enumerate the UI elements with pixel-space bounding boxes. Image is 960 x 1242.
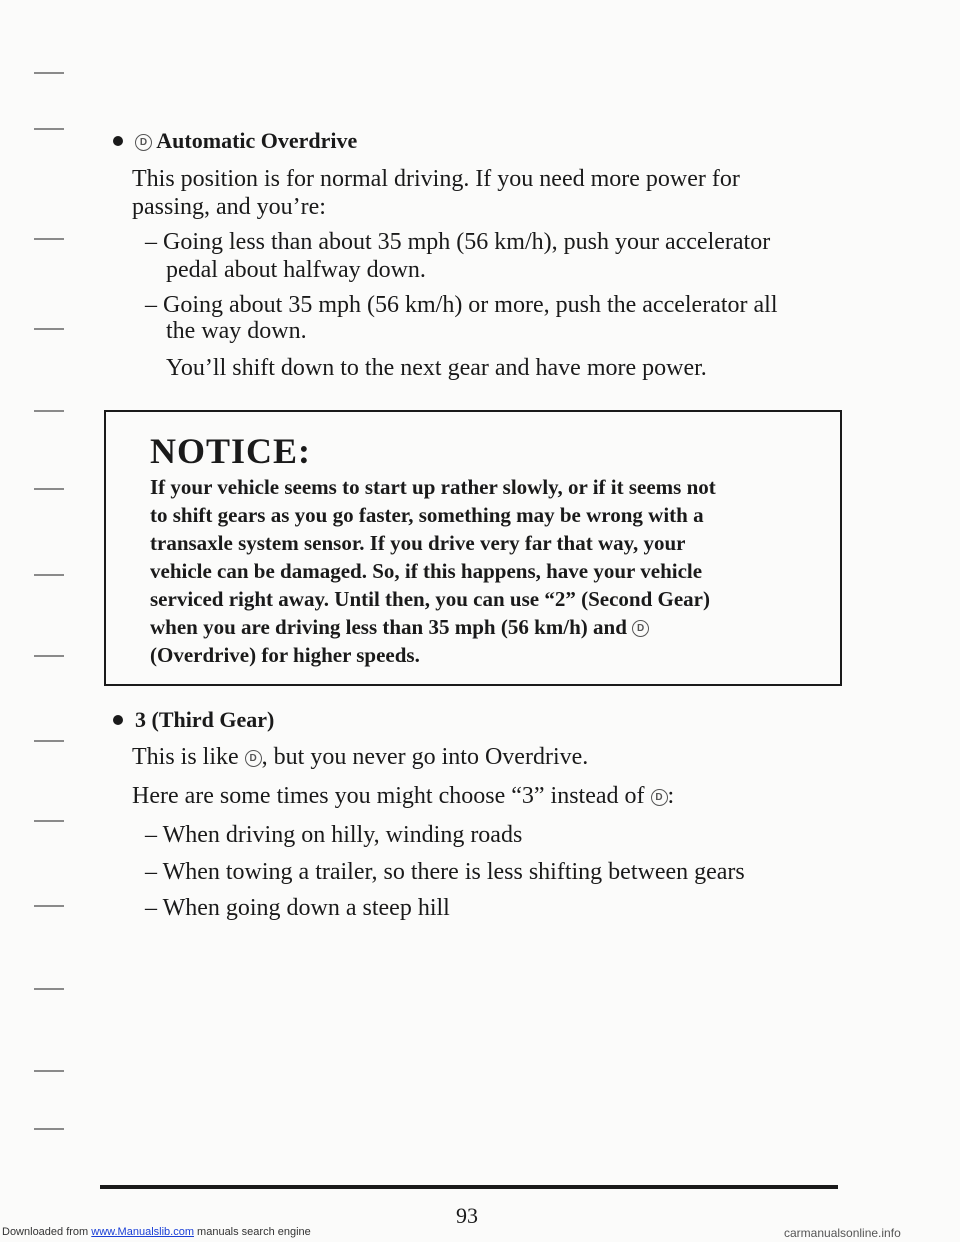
paragraph: This position is for normal driving. If you need more power for bbox=[132, 166, 740, 192]
notice-line-text: when you are driving less than 35 mph (56 km/h) and bbox=[150, 615, 627, 639]
list-item-continuation: the way down. bbox=[166, 318, 307, 344]
margin-mark bbox=[34, 820, 64, 822]
margin-mark bbox=[34, 72, 64, 74]
notice-line: (Overdrive) for higher speeds. bbox=[150, 643, 420, 667]
margin-mark bbox=[34, 905, 64, 907]
section-title: Automatic Overdrive bbox=[156, 128, 358, 153]
notice-line: vehicle can be damaged. So, if this happens, have your vehicle bbox=[150, 559, 703, 583]
paragraph: passing, and you’re: bbox=[132, 194, 326, 220]
source-prefix: Downloaded from bbox=[2, 1226, 89, 1238]
overdrive-icon: D bbox=[632, 620, 649, 637]
notice-line: to shift gears as you go faster, something may be wrong with a bbox=[150, 503, 704, 527]
margin-mark bbox=[34, 238, 64, 240]
overdrive-icon: D bbox=[245, 750, 262, 767]
margin-mark bbox=[34, 1128, 64, 1130]
notice-box bbox=[104, 410, 842, 686]
overdrive-icon: D bbox=[135, 134, 152, 151]
source-suffix: manuals search engine bbox=[197, 1226, 311, 1238]
margin-mark bbox=[34, 655, 64, 657]
margin-mark bbox=[34, 740, 64, 742]
margin-mark bbox=[34, 488, 64, 490]
notice-title: NOTICE: bbox=[150, 431, 312, 471]
margin-mark bbox=[34, 410, 64, 412]
list-item: – Going less than about 35 mph (56 km/h), push your accelerator bbox=[145, 229, 771, 255]
paragraph bbox=[132, 743, 588, 771]
margin-mark bbox=[34, 328, 64, 330]
overdrive-icon: D bbox=[651, 789, 668, 806]
notice-line: transaxle system sensor. If you drive very far that way, your bbox=[150, 531, 686, 555]
notice-line bbox=[150, 612, 649, 642]
page-number: 93 bbox=[456, 1203, 478, 1228]
margin-mark bbox=[34, 128, 64, 130]
list-item: – Going about 35 mph (56 km/h) or more, push the accelerator all bbox=[145, 292, 778, 318]
list-item: – When going down a steep hill bbox=[145, 895, 450, 921]
source-link[interactable]: www.Manualslib.com bbox=[91, 1226, 194, 1238]
bullet-icon bbox=[113, 715, 123, 725]
notice-line: If your vehicle seems to start up rather slowly, or if it seems not bbox=[150, 475, 716, 499]
paragraph-text: Here are some times you might choose “3” instead of bbox=[132, 783, 645, 809]
list-item: – When towing a trailer, so there is less shifting between gears bbox=[145, 859, 745, 885]
bullet-icon bbox=[113, 136, 123, 146]
paragraph-text: This is like bbox=[132, 744, 239, 770]
section-heading-third-gear: 3 (Third Gear) bbox=[135, 707, 275, 732]
footer-rule bbox=[100, 1185, 838, 1189]
paragraph-text: , but you never go into Overdrive. bbox=[261, 744, 589, 770]
paragraph-text: : bbox=[667, 783, 675, 809]
margin-mark bbox=[34, 574, 64, 576]
section-heading-overdrive bbox=[135, 128, 357, 154]
list-item: – When driving on hilly, winding roads bbox=[145, 822, 523, 848]
margin-mark bbox=[34, 988, 64, 990]
margin-mark bbox=[34, 1070, 64, 1072]
notice-line: serviced right away. Until then, you can use “2” (Second Gear) bbox=[150, 587, 710, 611]
list-item-continuation: pedal about halfway down. bbox=[166, 257, 426, 283]
source-bar bbox=[2, 1226, 311, 1238]
watermark: carmanualsonline.info bbox=[784, 1226, 901, 1240]
paragraph: You’ll shift down to the next gear and have more power. bbox=[166, 355, 707, 381]
paragraph bbox=[132, 782, 674, 810]
